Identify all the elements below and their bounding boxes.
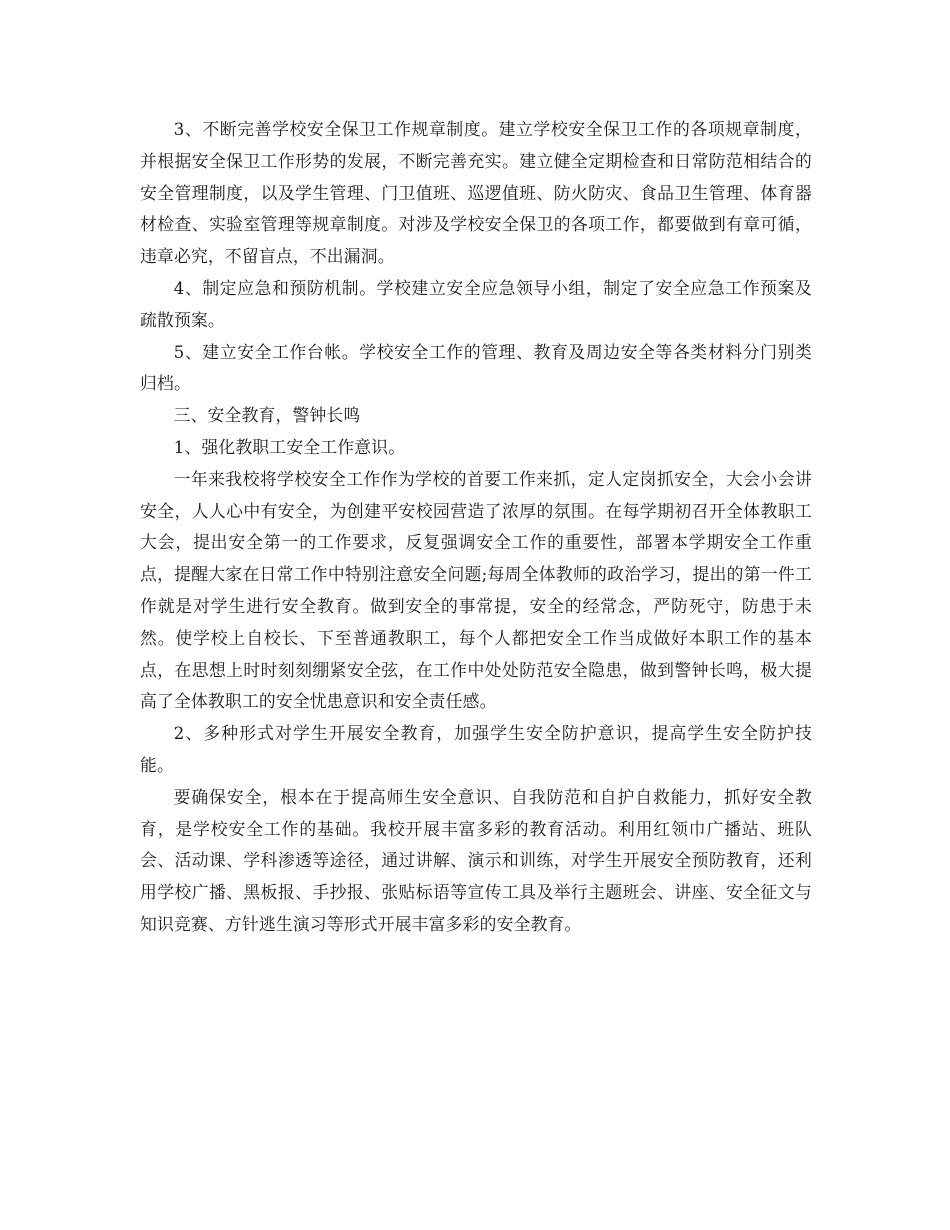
paragraph-item-3: 3、不断完善学校安全保卫工作规章制度。建立学校安全保卫工作的各项规章制度，并根据安全保卫工作形势的发展，不断完善充实。建立健全定期检查和日常防范相结合的安全管理制度，以及学生管理、门卫值班、巡逻值班、防火防灾、食品卫生管理、体育器材检查、实验室管理等规章制度。对涉及学校安全保卫的各项工作，都要做到有章可循，违章必究，不留盲点，不出漏洞。: [140, 119, 812, 267]
subheading-1: 1、强化教职工安全工作意识。: [173, 436, 406, 457]
paragraph-student-education: 要确保安全，根本在于提高师生安全意识、自我防范和自护自救能力，抓好安全教育，是学校安全工作的基础。我校开展丰富多彩的教育活动。利用红领巾广播站、班队会、活动课、学科渗透等途径，通过讲解、演示和训练，对学生开展安全预防教育，还利用学校广播、黑板报、手抄报、张贴标语等宣传工具及举行主题班会、讲座、安全征文与知识竞赛、方针逃生演习等形式开展丰富多彩的安全教育。: [140, 786, 812, 934]
paragraph-staff-awareness: 一年来我校将学校安全工作作为学校的首要工作来抓，定人定岗抓安全，大会小会讲安全，人人心中有安全，为创建平安校园营造了浓厚的氛围。在每学期初召开全体教职工大会，提出安全第一的工作要求，反复强调安全工作的重要性，部署本学期安全工作重点，提醒大家在日常工作中特别注意安全问题;每周全体教师的政治学习，提出的第一件工作就是对学生进行安全教育。做到安全的事常提，安全的经常念，严防死守，防患于未然。使学校上自校长、下至普通教职工，每个人都把安全工作当成做好本职工作的基本点，在思想上时时刻刻绷紧安全弦，在工作中处处防范安全隐患，做到警钟长鸣，极大提高了全体教职工的安全忧患意识和安全责任感。: [140, 468, 812, 712]
paragraph-item-5: 5、建立安全工作台帐。学校安全工作的管理、教育及周边安全等各类材料分门别类归档。: [140, 341, 812, 394]
section-heading-3: 三、安全教育，警钟长鸣: [173, 405, 361, 426]
subheading-2: 2、多种形式对学生开展安全教育，加强学生安全防护意识，提高学生安全防护技能。: [140, 723, 812, 775]
paragraph-item-4: 4、制定应急和预防机制。学校建立安全应急领导小组，制定了安全应急工作预案及疏散预案。: [140, 277, 812, 330]
document-page: [140, 114, 812, 941]
